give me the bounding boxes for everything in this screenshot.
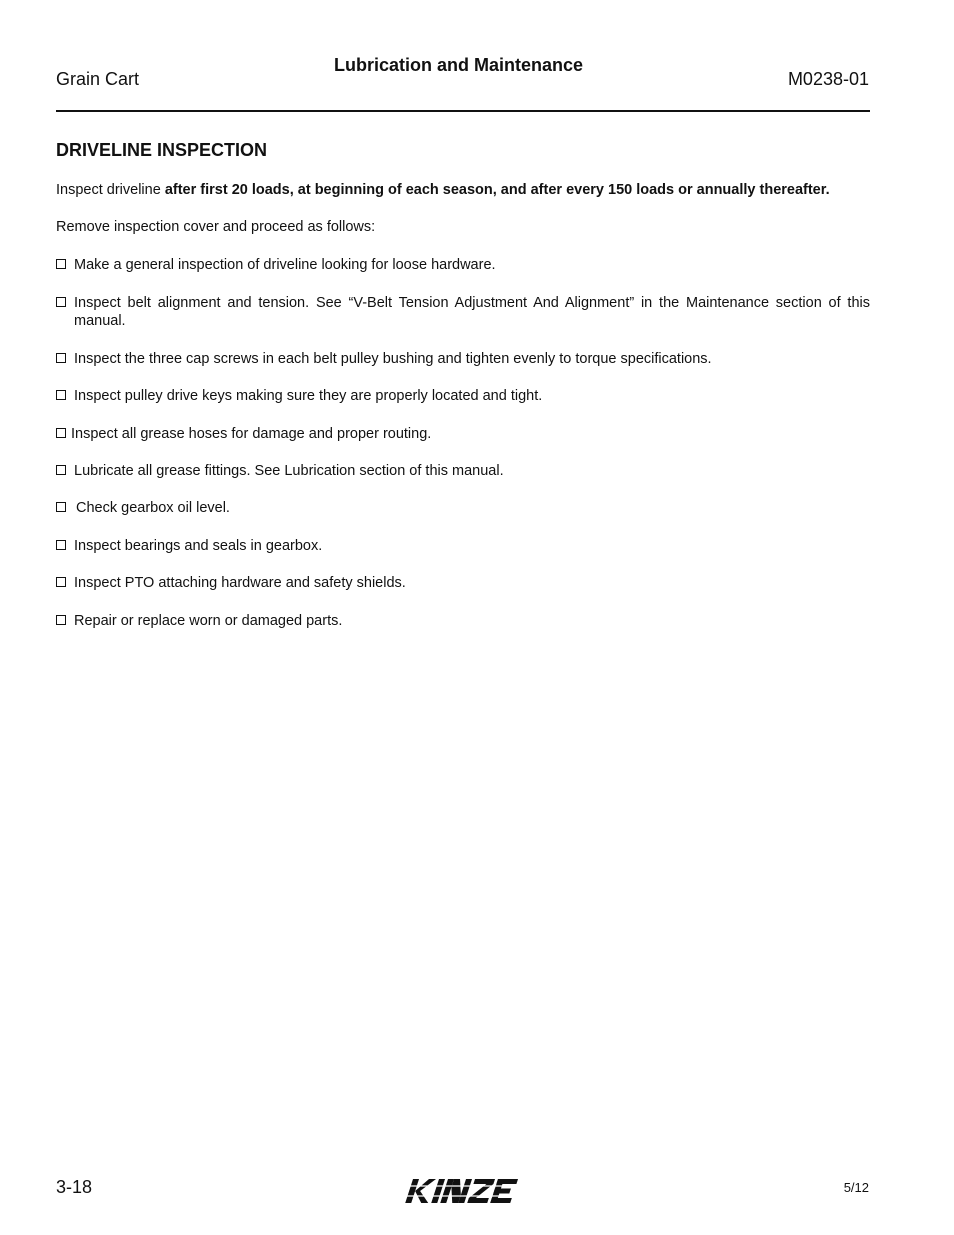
- checklist-item-text: Inspect belt alignment and tension. See “V-Belt Tension Adjustment And Alignment” in the Maintenance section of this manual.: [74, 295, 870, 329]
- checklist-item-text: Repair or replace worn or damaged parts.: [74, 613, 343, 629]
- checklist-item-text: Check gearbox oil level.: [76, 500, 230, 516]
- procedure-lead: Remove inspection cover and proceed as follows:: [56, 219, 376, 235]
- checkbox-icon: [56, 259, 66, 269]
- header-divider: [56, 110, 870, 112]
- checklist-item: [56, 387, 870, 405]
- checklist-item: [56, 294, 870, 330]
- checklist-item: [56, 612, 870, 630]
- header-product-name: Grain Cart: [56, 69, 140, 89]
- checklist-item: [56, 499, 870, 517]
- checkbox-icon: [56, 353, 66, 363]
- checklist-item-text: Inspect the three cap screws in each belt pulley bushing and tighten evenly to torque specifications.: [74, 351, 712, 367]
- checklist-item-text: Inspect pulley drive keys making sure they are properly located and tight.: [74, 388, 543, 404]
- checklist-item: [56, 350, 870, 368]
- checklist-item: [56, 425, 870, 443]
- checklist-item-text: Make a general inspection of driveline looking for loose hardware.: [74, 257, 496, 273]
- checklist-item-text: Inspect all grease hoses for damage and proper routing.: [71, 426, 432, 442]
- header-document-number: M0238-01: [787, 69, 869, 89]
- checkbox-icon: [56, 577, 66, 587]
- checklist-item: [56, 537, 870, 555]
- inspection-schedule: [56, 181, 870, 199]
- revision-date: 5/12: [843, 1180, 869, 1195]
- checklist-item: [56, 574, 870, 592]
- checkbox-icon: [56, 540, 66, 550]
- checkbox-icon: [56, 465, 66, 475]
- kinze-logo: [404, 1176, 524, 1206]
- header-chapter-title: Lubrication and Maintenance: [334, 55, 584, 75]
- checklist-item-text: Lubricate all grease fittings. See Lubrication section of this manual.: [74, 463, 504, 479]
- checkbox-icon: [56, 297, 66, 307]
- page-number: 3-18: [56, 1177, 93, 1197]
- inspection-schedule-plain: Inspect driveline: [56, 182, 165, 198]
- checklist-item-text: Inspect bearings and seals in gearbox.: [74, 538, 323, 554]
- checkbox-icon: [56, 615, 66, 625]
- checkbox-icon: [56, 502, 66, 512]
- checklist-item: [56, 462, 870, 480]
- section-title: DRIVELINE INSPECTION: [56, 140, 268, 160]
- checkbox-icon: [56, 390, 66, 400]
- checkbox-icon: [56, 428, 66, 438]
- checklist-item-text: Inspect PTO attaching hardware and safety shields.: [74, 575, 406, 591]
- inspection-schedule-bold: after first 20 loads, at beginning of each season, and after every 150 loads or annually thereafter.: [164, 182, 830, 198]
- checklist-item: [56, 256, 870, 274]
